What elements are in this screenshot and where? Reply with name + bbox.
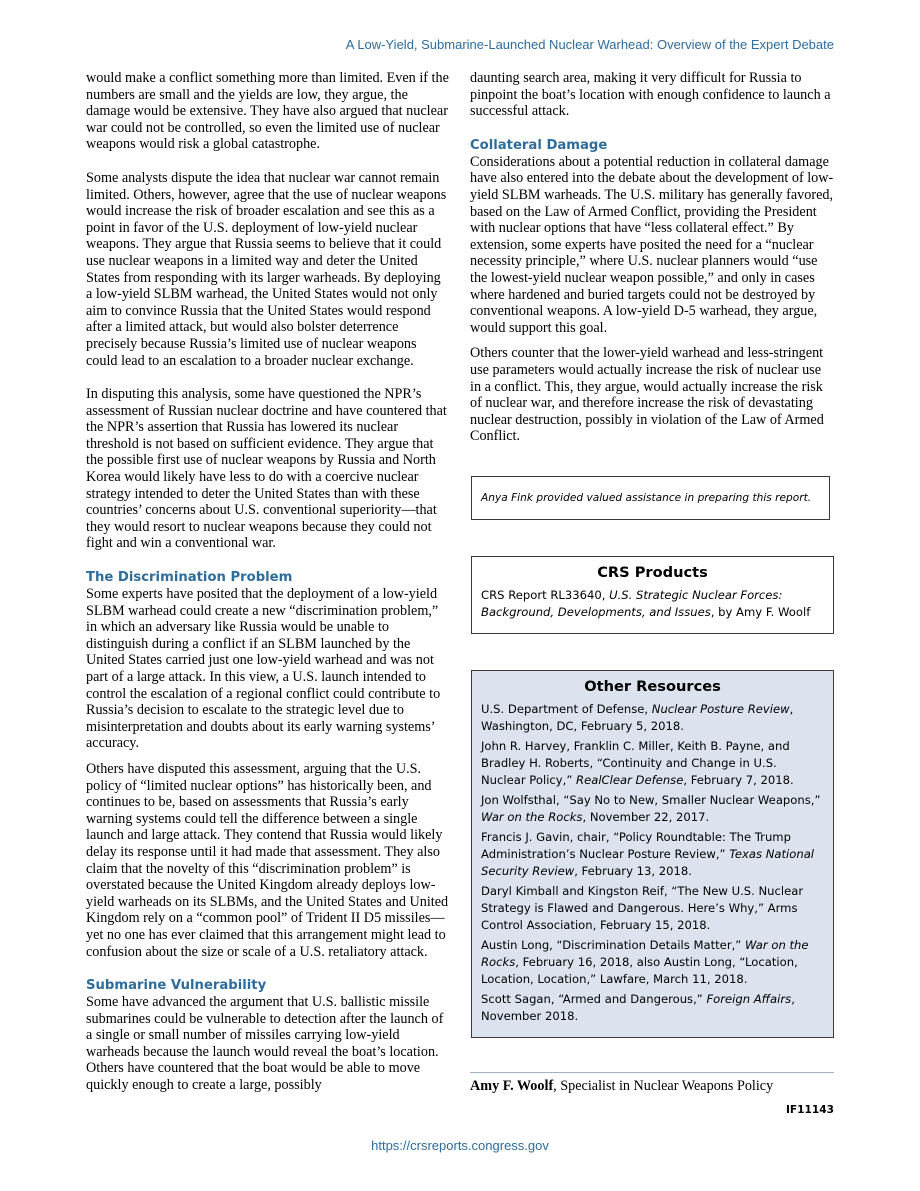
document-id: IF11143 — [785, 1104, 834, 1116]
paragraph: Considerations about a potential reduction in collateral damage have also entered into the debate about the development of low-yield SLBM warheads. The U.S. military has generally favored, based on the Law of Armed Conflict, providing the President with nuclear options that have “less collateral effect.” By extension, some experts have posited the need for a “nuclear necessity principle,” where U.S. nuclear planners would “use the lowest-yield nuclear weapon possible,” and only in cases where hardened and buried targets could not be destroyed by conventional weapons. A low-yield D-5 warhead, they argue, would support this goal. — [470, 153, 834, 336]
paragraph: Some analysts dispute the idea that nuclear war cannot remain limited. Others, however, agree that the use of nuclear weapons would increase the risk of broader escalation and see this as a point in favor of the U.S. deployment of low-yield nuclear weapons. They argue that Russia seems to believe that it could use nuclear weapons in a limited way and deter the United States from responding with its larger warheads. By deploying a low-yield SLBM warhead, the United States would not only aim to convince Russia that the United States would respond after a limited attack, but would also bolster deterrence precisely because Russia’s limited use of nuclear weapons could lead to an escalation to a broader nuclear exchange. — [86, 169, 447, 369]
author-name: Amy F. Woolf — [470, 1078, 554, 1094]
resource-item: Daryl Kimball and Kingston Reif, “The New U.S. Nuclear Strategy is Flawed and Dangerous. Here’s Why,” Arms Control Association, February 15, 2018. — [481, 884, 804, 932]
paragraph: In disputing this analysis, some have questioned the NPR’s assessment of Russian nuclear doctrine and have countered that the NPR’s assertion that Russia has lowered its nuclear threshold is not based on sufficient evidence. They argue that the possible first use of nuclear weapons by Russia and North Korea would likely have less to do with a coercive nuclear strategy intended to deter the United States than with these countries’ concerns about U.S. conventional superiority—that they would resort to nuclear weapons because they could not fight and win a conventional war. — [86, 386, 447, 552]
author-role: , Specialist in Nuclear Weapons Policy — [553, 1078, 774, 1094]
paragraph: daunting search area, making it very difficult for Russia to pinpoint the boat’s location with enough confidence to launch a successful attack. — [470, 70, 831, 120]
section-heading-collateral: Collateral Damage — [470, 137, 608, 153]
other-resources-title: Other Resources — [584, 678, 721, 695]
other-resources-box — [471, 670, 834, 1038]
acknowledgment-text: Anya Fink provided valued assistance in preparing this report. — [481, 492, 812, 504]
resource-item: Francis J. Gavin, chair, “Policy Roundtable: The Trump Administration’s Nuclear Posture Review,” Texas National Security Review, February 13, 2018. — [481, 830, 815, 878]
resource-item: Austin Long, “Discrimination Details Matter,” War on the Rocks, February 16, 2018, also Austin Long, “Location, Location, Location,” Lawfare, March 11, 2018. — [481, 938, 809, 986]
left-column — [86, 70, 450, 1111]
footer-url[interactable]: https://crsreports.congress.gov — [371, 1138, 549, 1153]
paragraph: Others have disputed this assessment, arguing that the U.S. policy of “limited nuclear options” has historically been, and continues to be, based on assessments that Russia’s early warning systems could tell the difference between a single launch and large attack. They contend that Russia would likely delay its response until it had made that assessment. They also claim that the novelty of this “discrimination problem” is overstated because the United Kingdom already deploys low-yield warheads on its SLBMs, and the United States and United Kingdom rely on a “common pool” of Trident II D5 missiles—yet no one has ever claimed that this arrangement might lead to confusion about the size or scale of a U.S. retaliatory attack. — [86, 760, 449, 960]
running-header: A Low-Yield, Submarine-Launched Nuclear Warhead: Overview of the Expert Debate — [345, 37, 834, 52]
section-heading-submarine: Submarine Vulnerability — [86, 978, 267, 994]
resource-item: Scott Sagan, “Armed and Dangerous,” Foreign Affairs, November 2018. — [481, 992, 795, 1023]
author-line — [470, 1072, 834, 1095]
crs-product-item: CRS Report RL33640, U.S. Strategic Nuclear Forces: Background, Developments, and Issues, by Amy F. Woolf — [481, 588, 811, 619]
paragraph: Some have advanced the argument that U.S. ballistic missile submarines could be vulnerable to detection after the launch of a single or small number of missiles carrying low-yield warheads because the launch would reveal the boat’s location. Others have countered that the boat would be able to move quickly enough to create a large, possibly — [86, 994, 444, 1094]
crs-products-title: CRS Products — [597, 564, 708, 581]
right-column — [470, 70, 834, 462]
section-heading-discrimination: The Discrimination Problem — [86, 570, 293, 586]
paragraph: Some experts have posited that the deployment of a low-yield SLBM warhead could create a new “discrimination problem,” in which an adversary like Russia would be unable to distinguish during a conflict if an SLBM launched by the United States carried just one low-yield warhead and was not part of a large attack. In this view, a U.S. launch intended to control the escalation of a regional conflict could contribute to Russia’s decision to escalate to the strategic level due to misinterpretation and doubts about its early warning systems’ accuracy. — [86, 586, 441, 752]
resource-item: John R. Harvey, Franklin C. Miller, Keith B. Payne, and Bradley H. Roberts, “Continuity and Change in U.S. Nuclear Policy,” RealClear Defense, February 7, 2018. — [481, 739, 794, 787]
paragraph: Others counter that the lower-yield warhead and less-stringent use parameters would actually increase the risk of nuclear use in a conflict. This, they argue, would actually increase the risk of nuclear war, and therefore increase the risk of devastating nuclear destruction, possibly in violation of the Law of Armed Conflict. — [470, 345, 824, 445]
resource-item: Jon Wolfsthal, “Say No to New, Smaller Nuclear Weapons,” War on the Rocks, November 22, 2017. — [481, 793, 821, 824]
paragraph: would make a conflict something more than limited. Even if the numbers are small and the yields are low, they argue, the damage would be extensive. They have also argued that nuclear war could not be controlled, so even the limited use of nuclear weapons would risk a global catastrophe. — [86, 70, 449, 153]
crs-products-box — [471, 556, 834, 634]
resource-item: U.S. Department of Defense, Nuclear Posture Review, Washington, DC, February 5, 2018. — [481, 702, 794, 733]
acknowledgment-box — [471, 476, 830, 520]
